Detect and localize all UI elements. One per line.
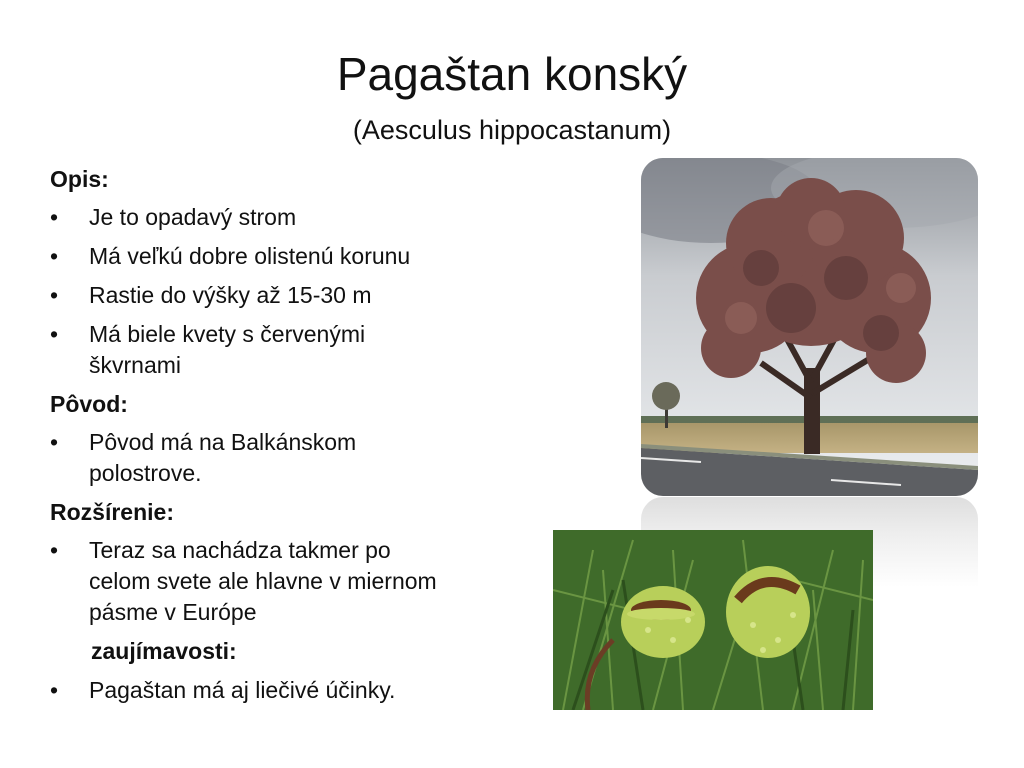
- list-item: [50, 280, 520, 311]
- list-item-text: Rastie do výšky až 15-30 m: [89, 282, 372, 308]
- list-item: [50, 241, 520, 272]
- chestnut-photo: [553, 530, 873, 710]
- bullet-icon: •: [50, 321, 59, 347]
- slide-content: [50, 164, 520, 714]
- povod-heading: Pôvod:: [50, 391, 128, 417]
- zaujimavosti-heading: zaujímavosti:: [91, 638, 237, 664]
- bullet-icon: •: [50, 537, 59, 563]
- list-item: [50, 202, 520, 233]
- list-item-text: Pagaštan má aj liečivé účinky.: [89, 677, 396, 703]
- list-item: [50, 319, 449, 381]
- list-item-text: Má biele kvety s červenými škvrnami: [89, 321, 366, 378]
- list-item: [50, 535, 449, 628]
- list-item-text: Pôvod má na Balkánskom polostrove.: [89, 429, 357, 486]
- bullet-icon: •: [50, 677, 59, 703]
- list-item: [50, 427, 449, 489]
- list-item-text: Je to opadavý strom: [89, 204, 297, 230]
- slide-title: Pagaštan konský: [336, 48, 688, 100]
- rozsirenie-heading: Rozšírenie:: [50, 499, 174, 525]
- bullet-icon: •: [50, 204, 59, 230]
- list-item: [50, 675, 520, 706]
- bullet-icon: •: [50, 243, 59, 269]
- list-item-text: Teraz sa nachádza takmer po celom svete ale hlavne v miernom pásme v Európe: [89, 537, 437, 625]
- bullet-icon: •: [50, 282, 59, 308]
- opis-heading: Opis:: [50, 166, 109, 192]
- tree-photo: [641, 158, 978, 496]
- bullet-icon: •: [50, 429, 59, 455]
- list-item-text: Má veľkú dobre olistenú korunu: [89, 243, 411, 269]
- slide-subtitle: (Aesculus hippocastanum): [352, 115, 672, 145]
